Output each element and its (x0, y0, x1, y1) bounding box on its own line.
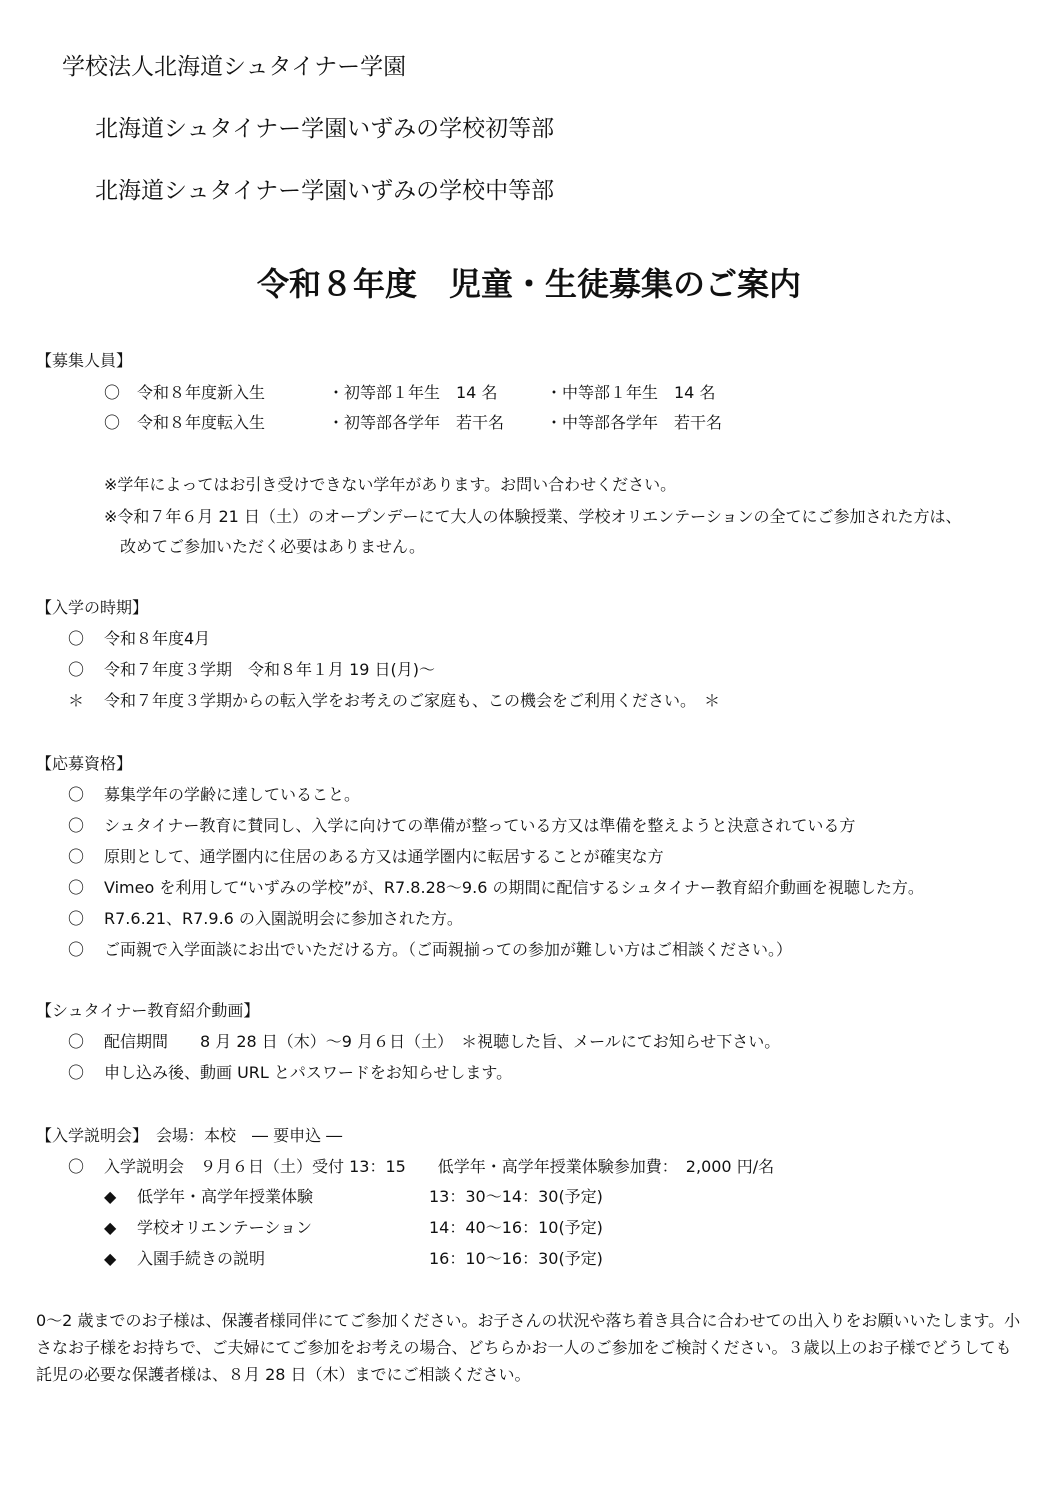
eligibility-item: 原則として、通学圏内に住居のある方又は通学圏内に転居することが確実な方 (104, 847, 664, 866)
circle-bullet: 〇 (68, 785, 85, 804)
recruitment-note: 改めてご参加いただく必要はありません。 (120, 537, 425, 556)
recruitment-elementary: ・初等部１年生 14 名 (328, 383, 498, 402)
circle-bullet: 〇 (68, 847, 85, 866)
eligibility-item: 募集学年の学齢に達していること。 (104, 785, 361, 804)
asterisk-bullet: ＊ (68, 691, 85, 710)
page-title: 令和８年度 児童・生徒募集のご案内 (256, 265, 801, 303)
diamond-bullet: ◆ (104, 1187, 117, 1206)
circle-bullet: 〇 (104, 413, 121, 432)
circle-bullet: 〇 (68, 1032, 85, 1051)
circle-bullet: 〇 (68, 660, 85, 679)
eligibility-item: R7.6.21、R7.9.6 の入園説明会に参加された方。 (104, 909, 463, 928)
diamond-bullet: ◆ (104, 1218, 117, 1237)
recruitment-secondary: ・中等部各学年 若干名 (546, 413, 723, 432)
eligibility-item: ご両親で入学面談にお出でいただける方。（ご両親揃っての参加が難しい方はご相談ください。） (104, 940, 793, 959)
diamond-bullet: ◆ (104, 1249, 117, 1268)
schedule-label: 入園手続きの説明 (137, 1249, 266, 1268)
schedule-time: 13：30～14：30(予定) (429, 1187, 603, 1206)
circle-bullet: 〇 (68, 1063, 85, 1082)
recruitment-label: 令和８年度転入生 (137, 413, 266, 432)
video-item: 申し込み後、動画 URL とパスワードをお知らせします。 (104, 1063, 513, 1082)
eligibility-item: シュタイナー教育に賛同し、入学に向けての準備が整っている方又は準備を整えようと決意されている方 (104, 816, 856, 835)
video-heading: 【シュタイナー教育紹介動画】 (36, 1001, 260, 1020)
circle-bullet: 〇 (68, 1157, 85, 1176)
recruitment-note: ※学年によってはお引き受けできない学年があります。お問い合わせください。 (104, 475, 677, 494)
schedule-label: 低学年・高学年授業体験 (137, 1187, 314, 1206)
schedule-time: 16：10～16：30(予定) (429, 1249, 603, 1268)
recruitment-label: 令和８年度新入生 (137, 383, 266, 402)
circle-bullet: 〇 (68, 629, 85, 648)
circle-bullet: 〇 (68, 909, 85, 928)
circle-bullet: 〇 (68, 816, 85, 835)
info-session-main: 入学説明会 ９月６日（土）受付 13：15 低学年・高学年授業体験参加費： 2,000 円/名 (104, 1157, 775, 1176)
schedule-label: 学校オリエンテーション (137, 1218, 313, 1237)
recruitment-heading: 【募集人員】 (36, 351, 133, 370)
recruitment-note: ※令和７年６月 21 日（土）のオープンデーにて大人の体験授業、学校オリエンテーションの全てにご参加された方は、 (104, 507, 962, 526)
school-name-elementary: 北海道シュタイナー学園いずみの学校初等部 (95, 116, 555, 142)
footer-note: 0～2 歳までのお子様は、保護者様同伴にてご参加ください。お子さんの状況や落ち着き具合に合わせての出入りをお願いいたします。小さなお子様をお持ちで、ご夫婦にてご参加をお考えの場合、どちらかお一人のご参加をご検討ください。３歳以上のお子様でどうしても託児の必要な保護者様は、８月 28 日（木）までにご相談ください。 (36, 1311, 1021, 1384)
circle-bullet: 〇 (104, 383, 121, 402)
circle-bullet: 〇 (68, 940, 85, 959)
organization-name: 学校法人北海道シュタイナー学園 (62, 54, 407, 80)
eligibility-heading: 【応募資格】 (36, 754, 133, 773)
recruitment-secondary: ・中等部１年生 14 名 (546, 383, 716, 402)
enrollment-item: 令和７年度３学期からの転入学をお考えのご家庭も、この機会をご利用ください。 ＊ (104, 691, 721, 710)
enrollment-item: 令和７年度３学期 令和８年１月 19 日(月)～ (104, 660, 436, 679)
school-name-secondary: 北海道シュタイナー学園いずみの学校中等部 (95, 178, 555, 204)
circle-bullet: 〇 (68, 878, 85, 897)
enrollment-heading: 【入学の時期】 (36, 598, 149, 617)
info-session-heading: 【入学説明会】 会場：本校 ― 要申込 ― (36, 1126, 343, 1145)
schedule-time: 14：40～16：10(予定) (429, 1218, 603, 1237)
enrollment-item: 令和８年度4月 (104, 629, 211, 648)
video-item: 配信期間 8 月 28 日（木）～9 月６日（土） ＊視聴した旨、メールにてお知らせ下さい。 (104, 1032, 781, 1051)
recruitment-elementary: ・初等部各学年 若干名 (328, 413, 505, 432)
eligibility-item: Vimeo を利用して“いずみの学校”が、R7.8.28～9.6 の期間に配信するシュタイナー教育紹介動画を視聴した方。 (104, 878, 924, 897)
